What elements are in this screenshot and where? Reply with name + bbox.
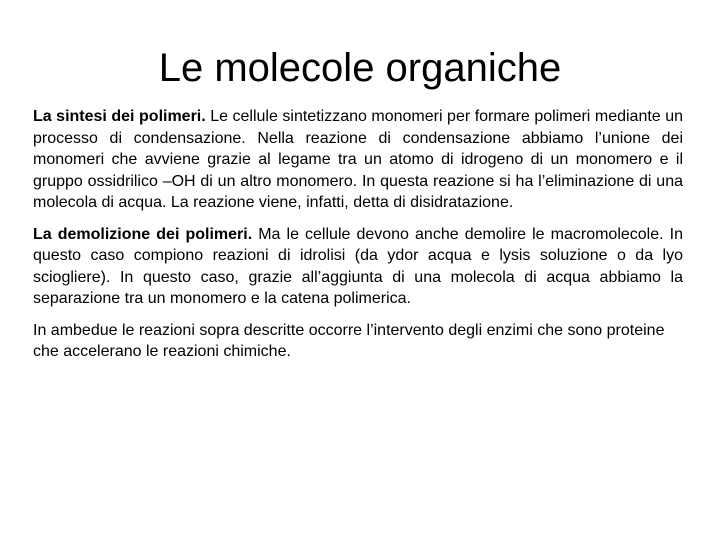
paragraph-text: In ambedue le reazioni sopra descritte occorre l’intervento degli enzimi che sono proteine che accelerano le reazioni chimiche. (33, 321, 665, 360)
paragraph-lead: La demolizione dei polimeri. (33, 225, 253, 243)
paragraph-text: Le cellule sintetizzano monomeri per formare polimeri mediante un processo di condensazione. Nella reazione di condensazione abbiamo l’unione dei monomeri che avviene grazie al legame tra un atomo di idrogeno di un monomero e il gruppo ossidrilico –OH di un altro monomero. In questa reazione si ha l’eliminazione di una molecola di acqua. La reazione viene, infatti, detta di disidratazione. (33, 108, 683, 211)
paragraph-demolizione (33, 224, 683, 310)
paragraph-sintesi (33, 106, 683, 214)
slide-title: Le molecole organiche (158, 46, 562, 90)
paragraph-text: Ma le cellule devono anche demolire le macromolecole. In questo caso compiono reazioni di idrolisi (da ydor acqua e lysis soluzione o da lyo sciogliere). In questo caso, grazie all’aggiunta di una molecola di acqua abbiamo la separazione tra un monomero e la catena polimerica. (33, 225, 683, 307)
slide-body (33, 106, 683, 373)
paragraph-enzimi (33, 320, 683, 363)
paragraph-lead: La sintesi dei polimeri. (33, 108, 206, 125)
